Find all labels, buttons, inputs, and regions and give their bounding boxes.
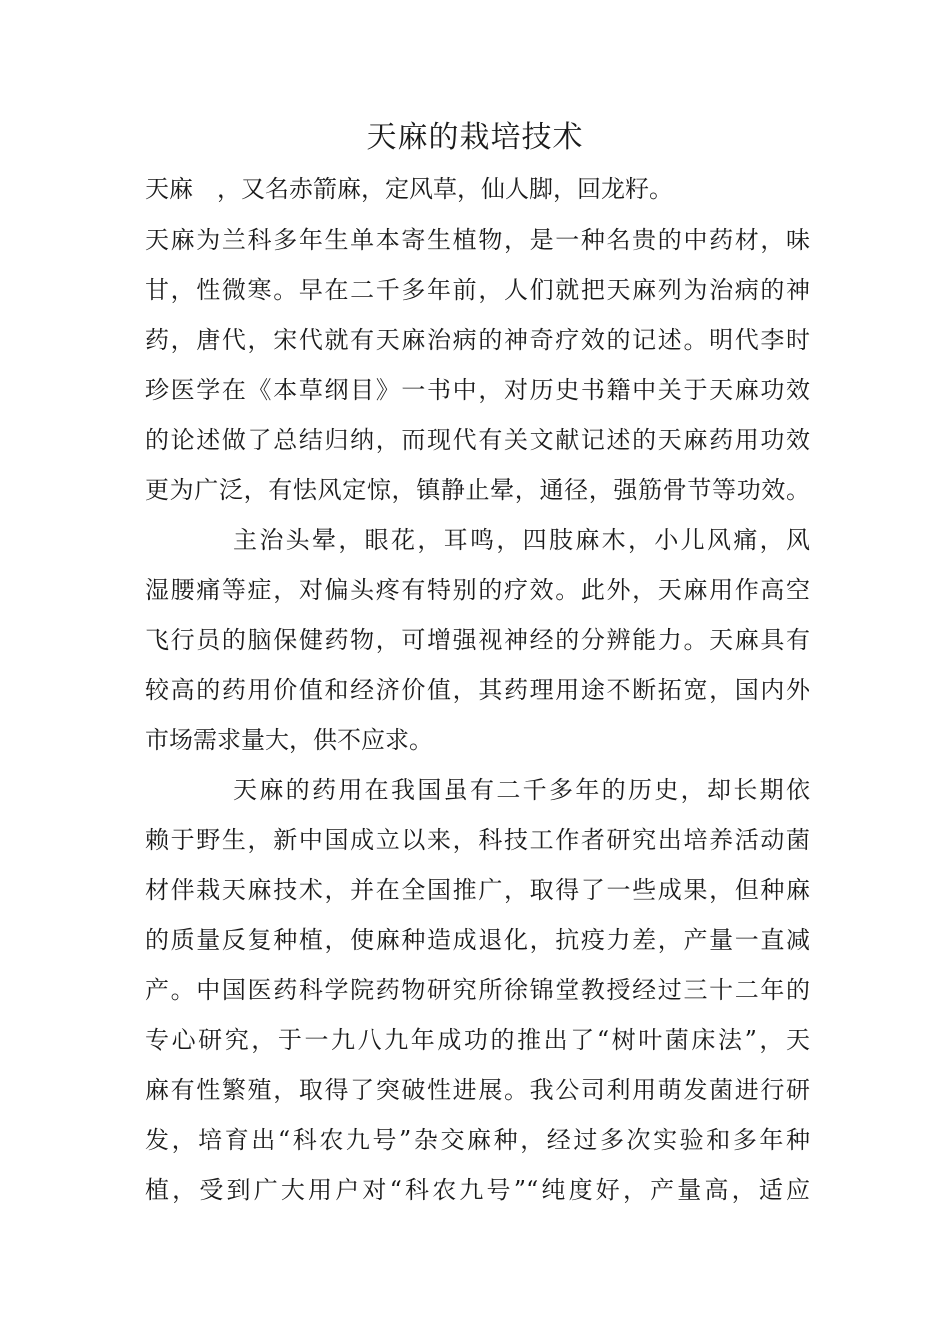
- document-line: 湿腰痛等症，对偏头疼有特别的疗效。此外，天麻用作高空: [145, 576, 810, 604]
- document-line: 药，唐代，宋代就有天麻治病的神奇疗效的记述。明代李时: [145, 326, 810, 354]
- document-line: 的论述做了总结归纳，而现代有关文献记述的天麻药用功效: [145, 426, 810, 454]
- document-line: 产。中国医药科学院药物研究所徐锦堂教授经过三十二年的: [145, 976, 810, 1004]
- document-line: 较高的药用价值和经济价值，其药理用途不断拓宽，国内外: [145, 676, 810, 704]
- document-line: 赖于野生，新中国成立以来，科技工作者研究出培养活动菌: [145, 826, 810, 854]
- document-line: 专心研究，于一九八九年成功的推出了“树叶菌床法”，天: [145, 1026, 810, 1054]
- document-line: 甘，性微寒。早在二千多年前，人们就把天麻列为治病的神: [145, 276, 810, 304]
- document-title: 天麻的栽培技术: [366, 120, 584, 155]
- document-line: 的质量反复种植，使麻种造成退化，抗疫力差，产量一直减: [145, 926, 810, 954]
- document-line: 更为广泛，有怯风定惊，镇静止晕，通径，强筋骨节等功效。: [145, 476, 810, 504]
- document-line: 材伴栽天麻技术，并在全国推广，取得了一些成果，但种麻: [145, 876, 810, 904]
- document-line: 市场需求量大，供不应求。: [145, 726, 433, 754]
- document-line: 麻有性繁殖，取得了突破性进展。我公司利用萌发菌进行研: [145, 1076, 810, 1104]
- document-line: 主治头晕，眼花，耳鸣，四肢麻木，小儿风痛，风: [233, 526, 810, 554]
- document-line: 植，受到广大用户对“科农九号”“纯度好，产量高，适应: [145, 1176, 810, 1204]
- document-line: 天麻为兰科多年生单本寄生植物，是一种名贵的中药材，味: [145, 226, 810, 254]
- document-line: 飞行员的脑保健药物，可增强视神经的分辨能力。天麻具有: [145, 626, 810, 654]
- document-line: 天麻 ，又名赤箭麻，定风草，仙人脚，回龙籽。: [145, 175, 673, 203]
- document-line: 发，培育出“科农九号”杂交麻种，经过多次实验和多年种: [145, 1126, 810, 1154]
- document-line: 天麻的药用在我国虽有二千多年的历史，却长期依: [233, 776, 810, 804]
- document-line: 珍医学在《本草纲目》一书中，对历史书籍中关于天麻功效: [145, 376, 810, 404]
